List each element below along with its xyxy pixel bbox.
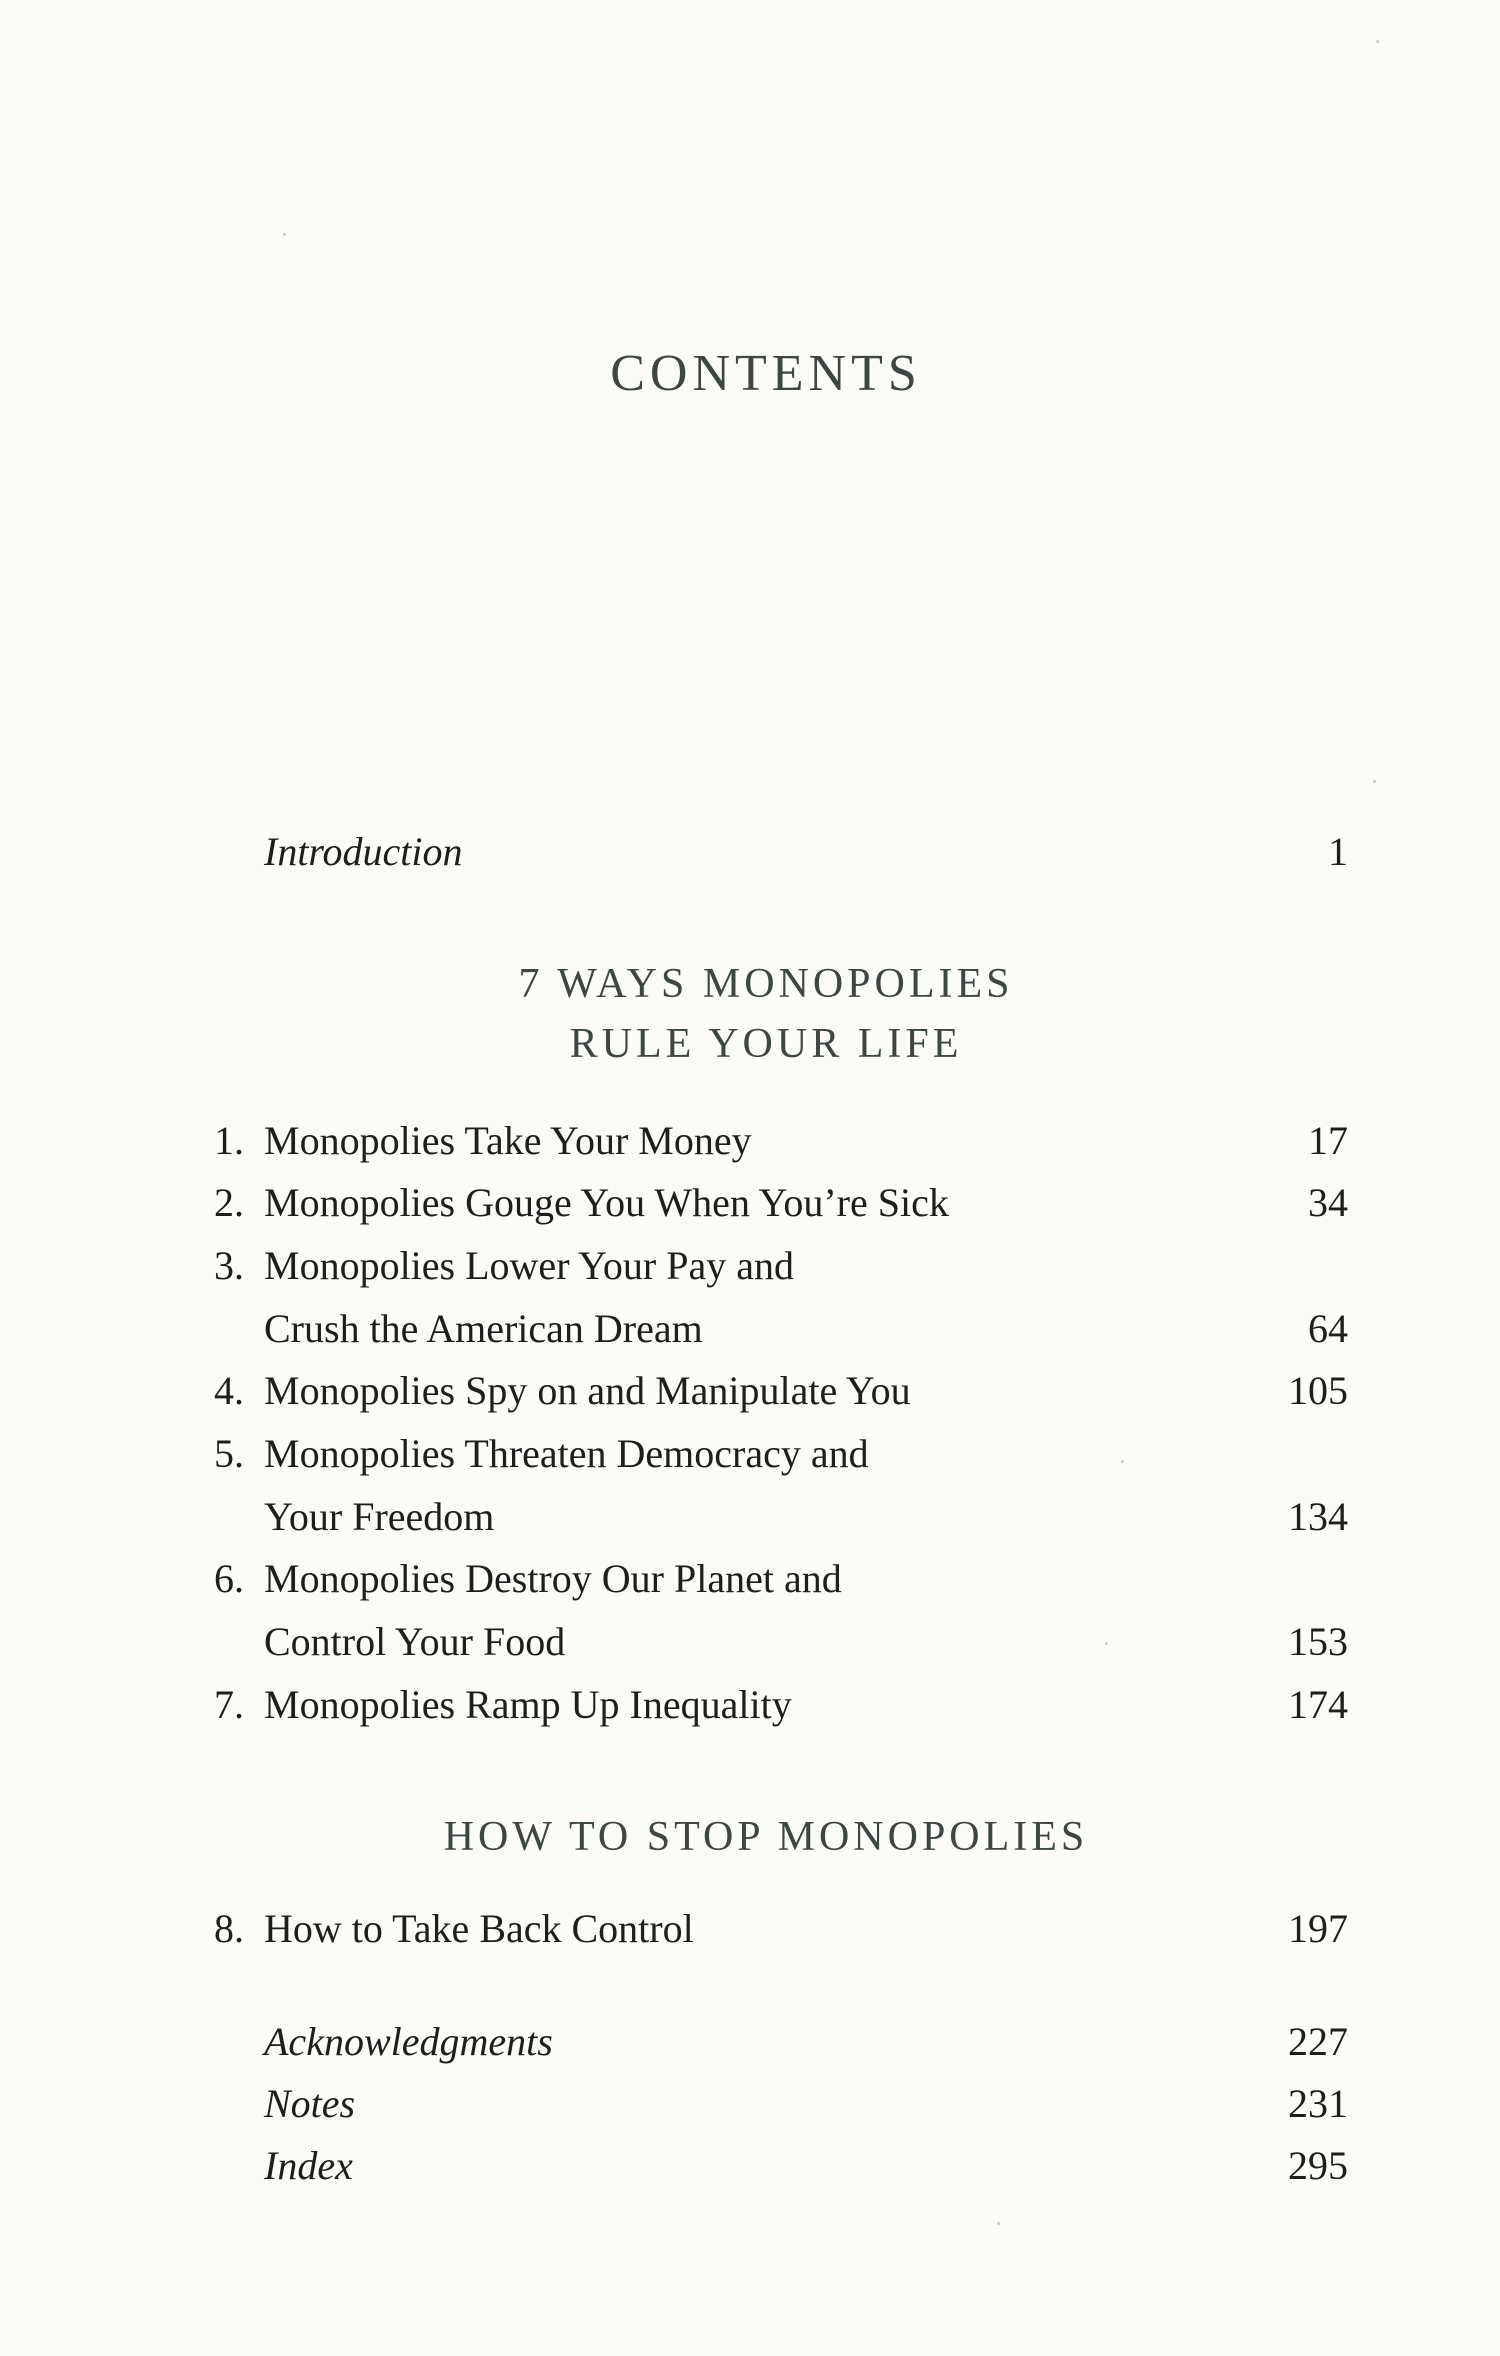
toc-chapter-1 — [0, 1111, 1500, 1171]
chapter-page: 17 — [1308, 1118, 1348, 1163]
chapter-title: Monopolies Threaten Democracy and — [264, 1431, 869, 1476]
toc-entry-page: 227 — [1288, 2019, 1348, 2064]
chapter-number: 7. — [214, 1682, 244, 1727]
scan-speck — [283, 233, 286, 236]
chapter-number: 8. — [214, 1906, 244, 1951]
toc-chapter-7 — [0, 1675, 1500, 1735]
toc-entry-introduction — [0, 822, 1500, 882]
scan-speck — [1121, 1460, 1124, 1463]
page-title: CONTENTS — [610, 345, 922, 402]
chapter-title: Monopolies Ramp Up Inequality — [264, 1682, 792, 1727]
toc-entry-label: Index — [264, 2143, 353, 2188]
chapter-page: 105 — [1288, 1368, 1348, 1413]
toc-chapter-4 — [0, 1361, 1500, 1421]
scan-speck — [1373, 780, 1376, 783]
scan-speck — [1105, 1642, 1108, 1645]
toc-chapter-5-continued — [0, 1487, 1500, 1547]
section-heading-ways — [0, 954, 1500, 1074]
chapter-title: Monopolies Lower Your Pay and — [264, 1243, 794, 1288]
chapter-title: Monopolies Destroy Our Planet and — [264, 1556, 842, 1601]
toc-entry-label: Acknowledgments — [264, 2019, 553, 2064]
scan-speck — [997, 2222, 1000, 2225]
toc-chapter-8 — [0, 1899, 1500, 1959]
chapter-title: How to Take Back Control — [264, 1906, 694, 1951]
section-heading-line: 7 WAYS MONOPOLIES — [518, 961, 1014, 1007]
chapter-title: Monopolies Spy on and Manipulate You — [264, 1368, 911, 1413]
scan-speck — [1376, 40, 1379, 43]
chapter-number: 1. — [214, 1118, 244, 1163]
chapter-title: Monopolies Gouge You When You’re Sick — [264, 1180, 949, 1225]
section-heading-how-to-stop — [0, 1807, 1500, 1867]
toc-chapter-6 — [0, 1549, 1500, 1609]
toc-entry-page: 231 — [1288, 2081, 1348, 2126]
toc-entry-page: 1 — [1328, 829, 1348, 874]
toc-entry-index — [0, 2136, 1500, 2196]
toc-entry-label: Introduction — [264, 829, 463, 874]
toc-chapter-2 — [0, 1173, 1500, 1233]
chapter-title-continued: Your Freedom — [264, 1494, 495, 1539]
chapter-number: 2. — [214, 1180, 244, 1225]
toc-entry-label: Notes — [264, 2081, 356, 2126]
chapter-title-continued: Crush the American Dream — [264, 1306, 703, 1351]
toc-chapter-6-continued — [0, 1612, 1500, 1672]
chapter-title-continued: Control Your Food — [264, 1619, 566, 1664]
toc-entry-page: 295 — [1288, 2143, 1348, 2188]
toc-entry-acknowledgments — [0, 2012, 1500, 2072]
chapter-page: 153 — [1288, 1619, 1348, 1664]
chapter-page: 34 — [1308, 1180, 1348, 1225]
toc-chapter-3-continued — [0, 1299, 1500, 1359]
section-heading-line: RULE YOUR LIFE — [569, 1021, 963, 1067]
toc-entry-notes — [0, 2074, 1500, 2134]
chapter-title: Monopolies Take Your Money — [264, 1118, 752, 1163]
chapter-number: 6. — [214, 1556, 244, 1601]
chapter-number: 4. — [214, 1368, 244, 1413]
chapter-number: 3. — [214, 1243, 244, 1288]
chapter-page: 134 — [1288, 1494, 1348, 1539]
chapter-number: 5. — [214, 1431, 244, 1476]
chapter-page: 197 — [1288, 1906, 1348, 1951]
section-heading-line: HOW TO STOP MONOPOLIES — [443, 1814, 1089, 1860]
toc-chapter-5 — [0, 1424, 1500, 1484]
chapter-page: 64 — [1308, 1306, 1348, 1351]
toc-chapter-3 — [0, 1236, 1500, 1296]
chapter-page: 174 — [1288, 1682, 1348, 1727]
